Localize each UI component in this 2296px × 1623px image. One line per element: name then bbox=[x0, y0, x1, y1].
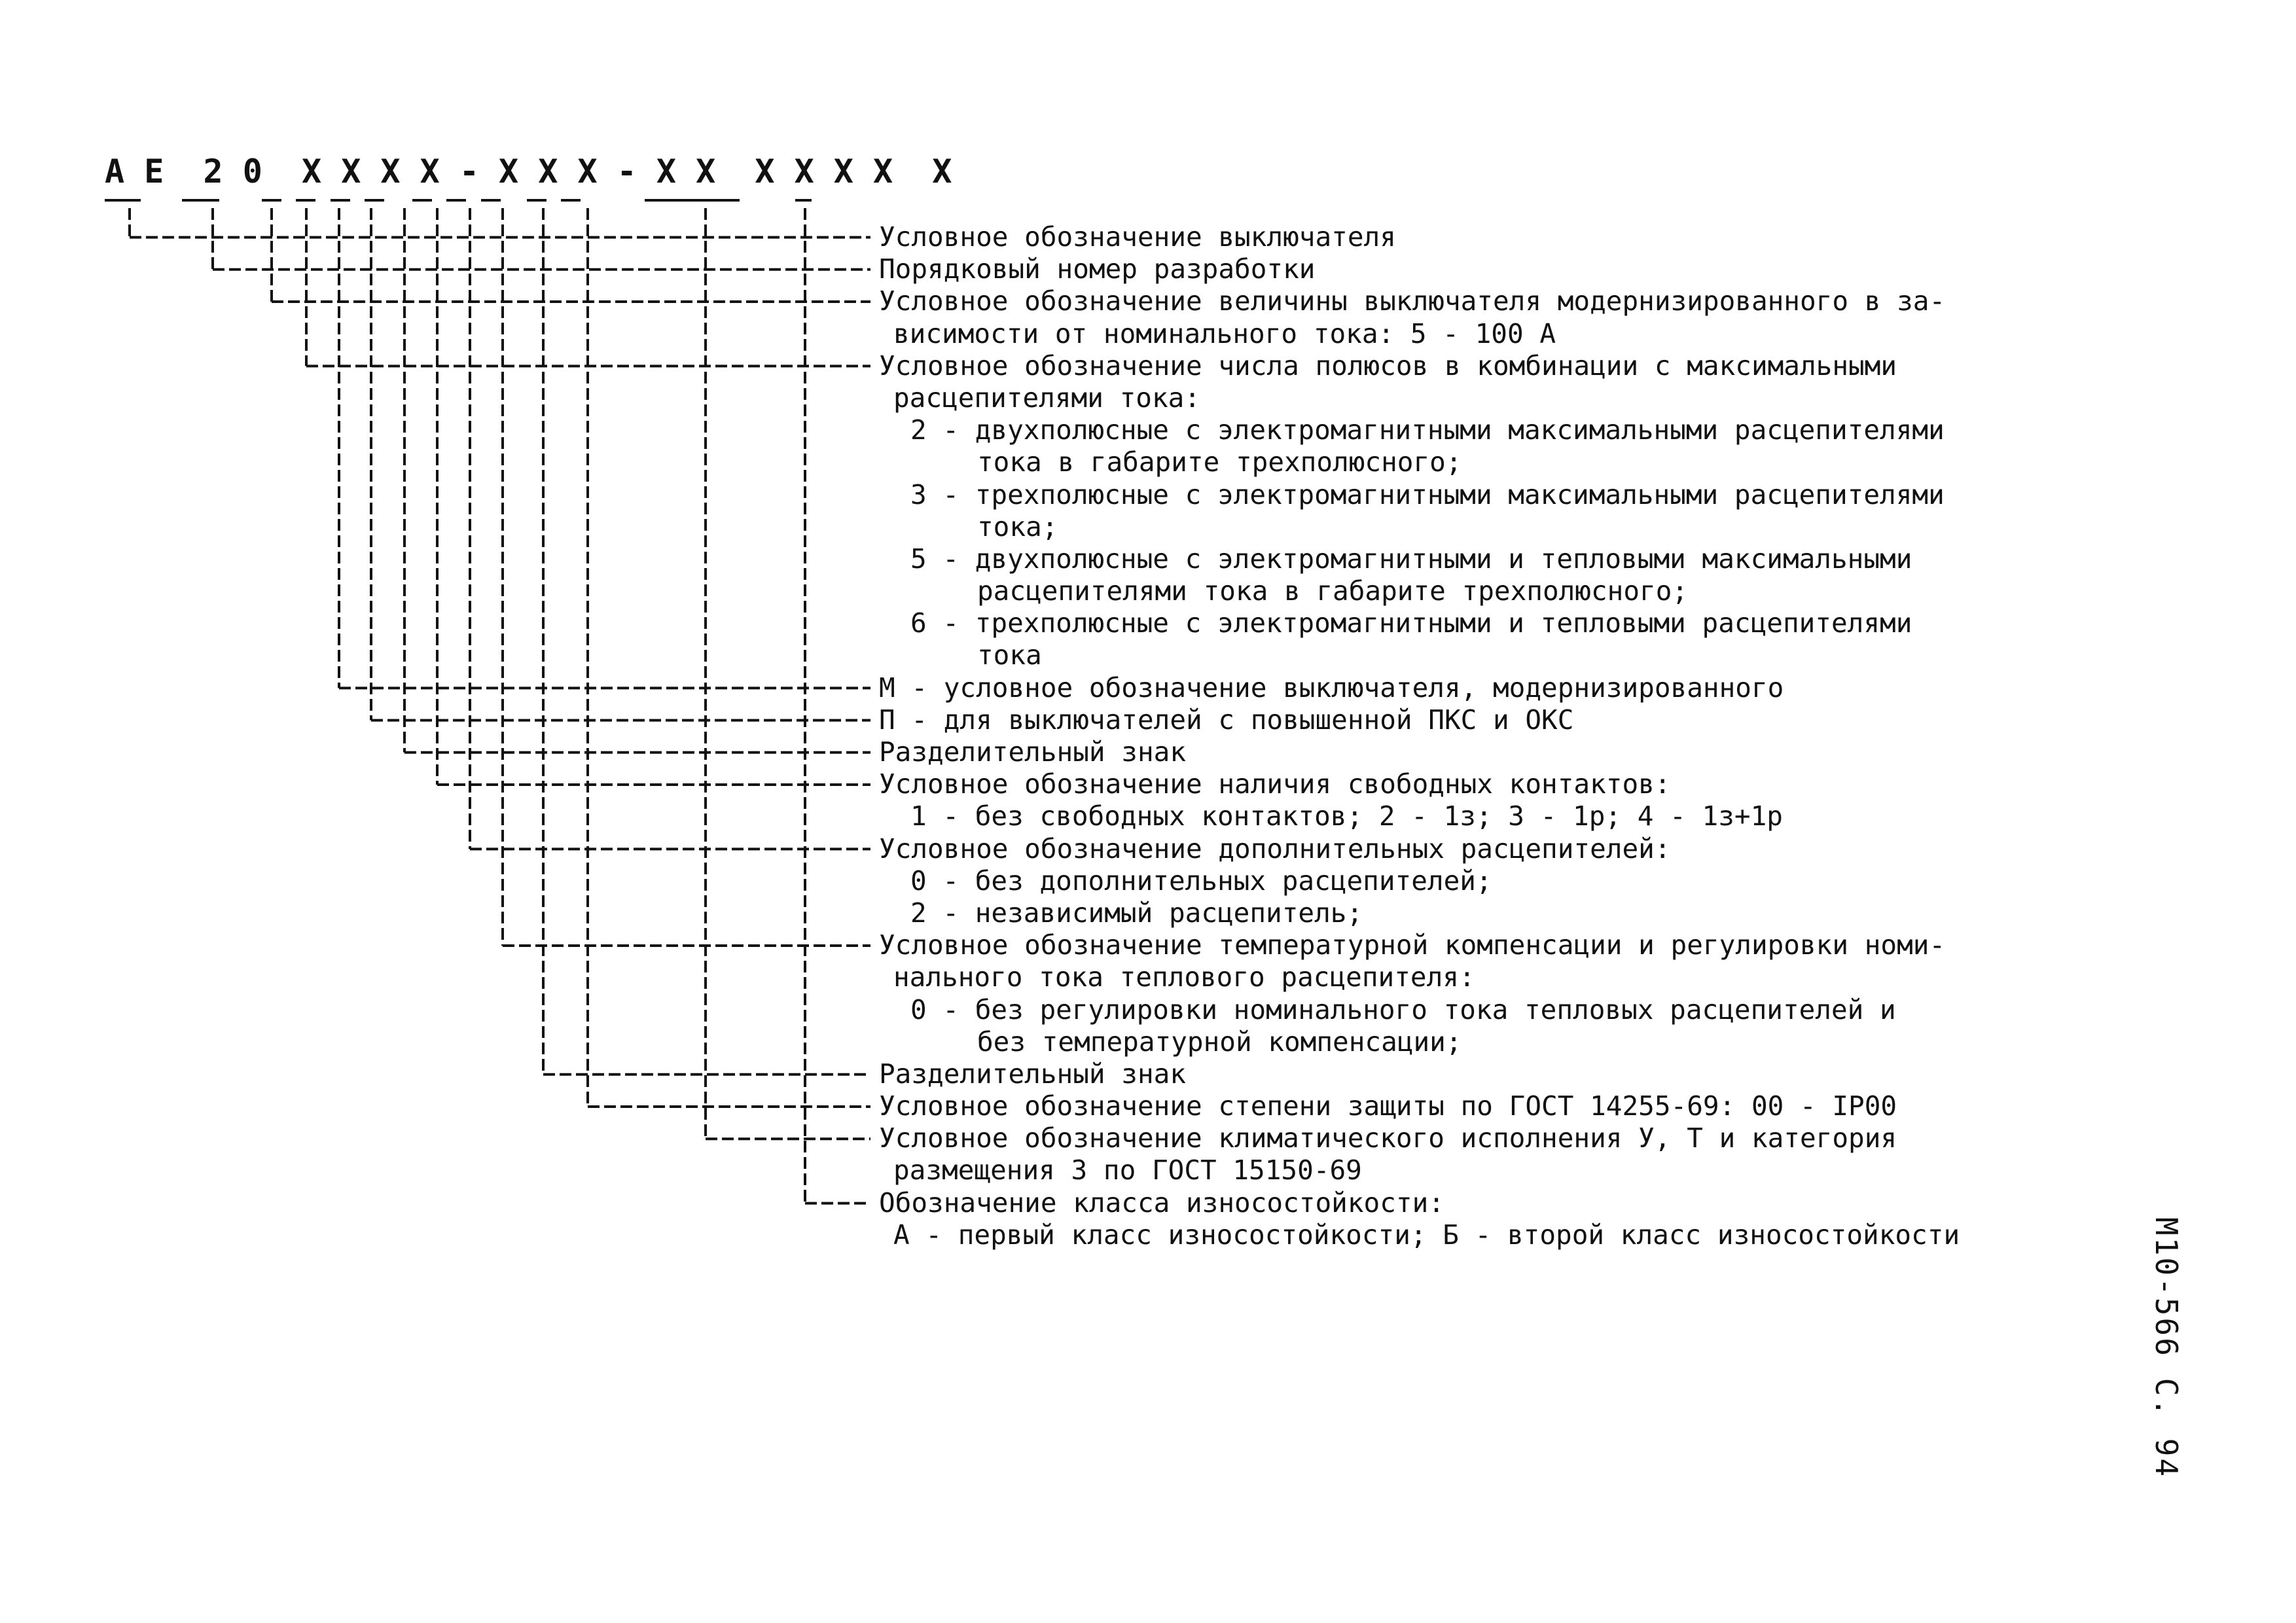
page-number: М10-566 С. 94 bbox=[2149, 1217, 2184, 1479]
description-line: 6 - трехполюсные с электромагнитными и тепловыми расцепителями bbox=[910, 607, 1912, 639]
description-line: 1 - без свободных контактов; 2 - 1з; 3 - 1р; 4 - 1з+1р bbox=[910, 800, 1783, 832]
description-group bbox=[879, 736, 2018, 768]
description-group bbox=[879, 1090, 2018, 1122]
description-line: 2 - независимый расцепитель; bbox=[910, 897, 1363, 929]
description-line: Обозначение класса износостойкости: bbox=[879, 1186, 1444, 1219]
description-line: Условное обозначение выключателя bbox=[879, 221, 1396, 253]
description-line: А - первый класс износостойкости; Б - второй класс износостойкости bbox=[893, 1219, 1960, 1251]
description-line: расцепителями тока в габарите трехполюсного; bbox=[977, 575, 1689, 607]
designation-code: А Е 2 0 Х Х Х Х - Х Х Х - Х Х Х Х Х Х Х bbox=[105, 152, 952, 190]
description-line: Условное обозначение степени защиты по ГОСТ 14255-69: 00 - IP00 bbox=[879, 1090, 1897, 1122]
description-line: Условное обозначение климатического исполнения У, Т и категория bbox=[879, 1122, 1897, 1154]
description-line: Порядковый номер разработки bbox=[879, 253, 1316, 285]
description-group bbox=[879, 768, 2018, 832]
description-group bbox=[879, 350, 2018, 672]
description-group bbox=[879, 1122, 2018, 1186]
description-line: Условное обозначение температурной компенсации и регулировки номи- bbox=[879, 929, 1946, 961]
description-line: Условное обозначение наличия свободных контактов: bbox=[879, 768, 1671, 800]
description-line: Разделительный знак bbox=[879, 736, 1186, 768]
description-line: тока bbox=[977, 639, 1042, 671]
description-line: Разделительный знак bbox=[879, 1058, 1186, 1090]
description-line: Условное обозначение величины выключателя модернизированного в за- bbox=[879, 285, 1946, 317]
description-group bbox=[879, 672, 2018, 704]
description-line: висимости от номинального тока: 5 - 100 А bbox=[893, 317, 1556, 349]
description-group bbox=[879, 1187, 2018, 1251]
description-line: М - условное обозначение выключателя, модернизированного bbox=[879, 671, 1784, 704]
description-group bbox=[879, 253, 2018, 285]
description-line: 5 - двухполюсные с электромагнитными и тепловыми максимальными bbox=[910, 543, 1912, 575]
description-line: П - для выключателей с повышенной ПКС и ОКС bbox=[879, 704, 1574, 736]
description-group bbox=[879, 285, 2018, 349]
description-line: 3 - трехполюсные с электромагнитными максимальными расцепителями bbox=[910, 478, 1945, 510]
description-line: 0 - без дополнительных расцепителей; bbox=[910, 865, 1492, 897]
description-line: 2 - двухполюсные с электромагнитными максимальными расцепителями bbox=[910, 414, 1945, 446]
description-line: 0 - без регулировки номинального тока тепловых расцепителей и bbox=[910, 993, 1896, 1026]
description-group bbox=[879, 929, 2018, 1058]
description-group bbox=[879, 833, 2018, 930]
description-line: тока в габарите трехполюсного; bbox=[977, 446, 1462, 478]
description-group bbox=[879, 704, 2018, 736]
description-group bbox=[879, 221, 2018, 253]
description-line: расцепителями тока: bbox=[893, 382, 1200, 414]
description-group bbox=[879, 1058, 2018, 1090]
description-line: Условное обозначение дополнительных расцепителей: bbox=[879, 832, 1671, 865]
designation-descriptions bbox=[879, 221, 2018, 1251]
description-line: размещения 3 по ГОСТ 15150-69 bbox=[893, 1154, 1362, 1186]
description-line: нального тока теплового расцепителя: bbox=[893, 961, 1475, 993]
description-line: тока; bbox=[977, 510, 1058, 543]
description-line: Условное обозначение числа полюсов в комбинации с максимальными bbox=[879, 349, 1897, 382]
description-line: без температурной компенсации; bbox=[977, 1026, 1462, 1058]
